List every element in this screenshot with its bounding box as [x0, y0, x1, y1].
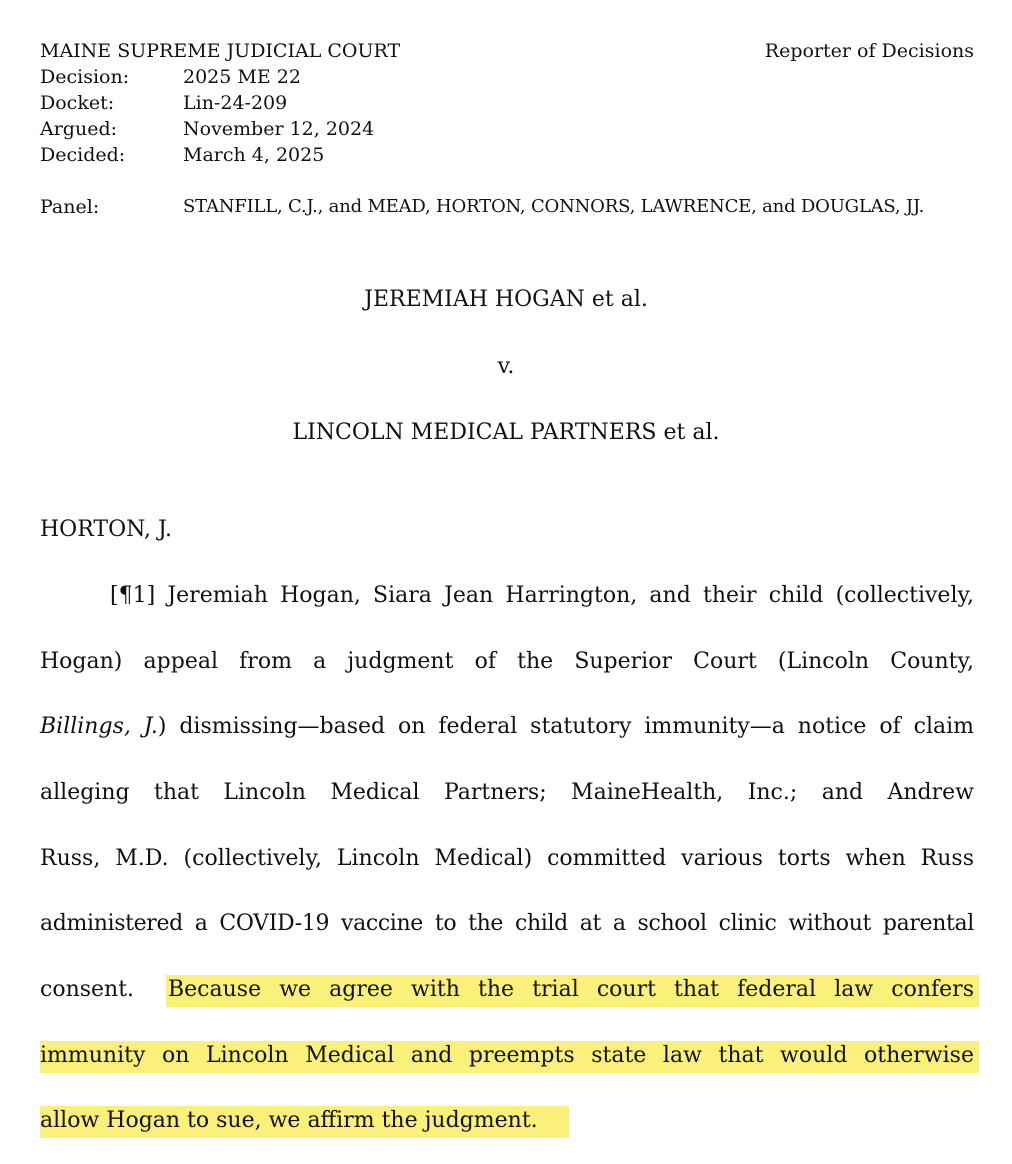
court-name: MAINE SUPREME JUDICIAL COURT [40, 40, 401, 62]
paragraph-line-2: Hogan) appeal from a judgment of the Superior Court (Lincoln County, [40, 649, 974, 674]
docket-label: Docket: [40, 92, 115, 114]
decided-row [40, 142, 974, 168]
argued-row [40, 116, 974, 142]
panel-value: STANFILL, C.J., and MEAD, HORTON, CONNORS, LAWRENCE, and DOUGLAS, JJ. [183, 196, 925, 217]
opinion-header [40, 38, 974, 220]
docket-value: Lin-24-209 [183, 92, 288, 114]
decided-value: March 4, 2025 [183, 144, 325, 166]
argued-label: Argued: [40, 118, 118, 140]
court-line [40, 38, 974, 64]
paragraph-line-7-highlighted: Because we agree with the trial court that federal law confers [168, 977, 974, 1002]
paragraph-line-1: [¶1] Jeremiah Hogan, Siara Jean Harrington, and their child (collectively, [110, 583, 974, 608]
decision-row [40, 64, 974, 90]
caption-defendant: LINCOLN MEDICAL PARTNERS et al. [292, 420, 720, 445]
paragraph-line-6: administered a COVID-19 vaccine to the child at a school clinic without parental [40, 911, 974, 936]
reporter-label: Reporter of Decisions [764, 40, 974, 62]
paragraph-line-5: Russ, M.D. (collectively, Lincoln Medical) committed various torts when Russ [40, 846, 974, 871]
decided-label: Decided: [40, 144, 126, 166]
docket-row [40, 90, 974, 116]
paragraph-line-7-plain: consent. [40, 977, 135, 1002]
panel-row [40, 194, 974, 220]
paragraph-line-4: alleging that Lincoln Medical Partners; MaineHealth, Inc.; and Andrew [40, 780, 974, 805]
paragraph-line-3 [40, 712, 974, 742]
opinion-author: HORTON, J. [40, 517, 173, 542]
judge-name-italic: Billings, J. [40, 714, 158, 739]
caption-plaintiff: JEREMIAH HOGAN et al. [364, 287, 648, 312]
caption-versus: v. [497, 354, 515, 379]
decision-label: Decision: [40, 66, 130, 88]
paragraph-line-3-rest: ) dismissing—based on federal statutory immunity—a notice of claim [157, 714, 974, 739]
panel-label: Panel: [40, 196, 100, 218]
argued-value: November 12, 2024 [183, 118, 375, 140]
decision-value: 2025 ME 22 [183, 66, 301, 88]
paragraph-line-8: immunity on Lincoln Medical and preempts state law that would otherwise [40, 1043, 974, 1068]
paragraph-line-9: allow Hogan to sue, we affirm the judgment. [40, 1108, 538, 1133]
